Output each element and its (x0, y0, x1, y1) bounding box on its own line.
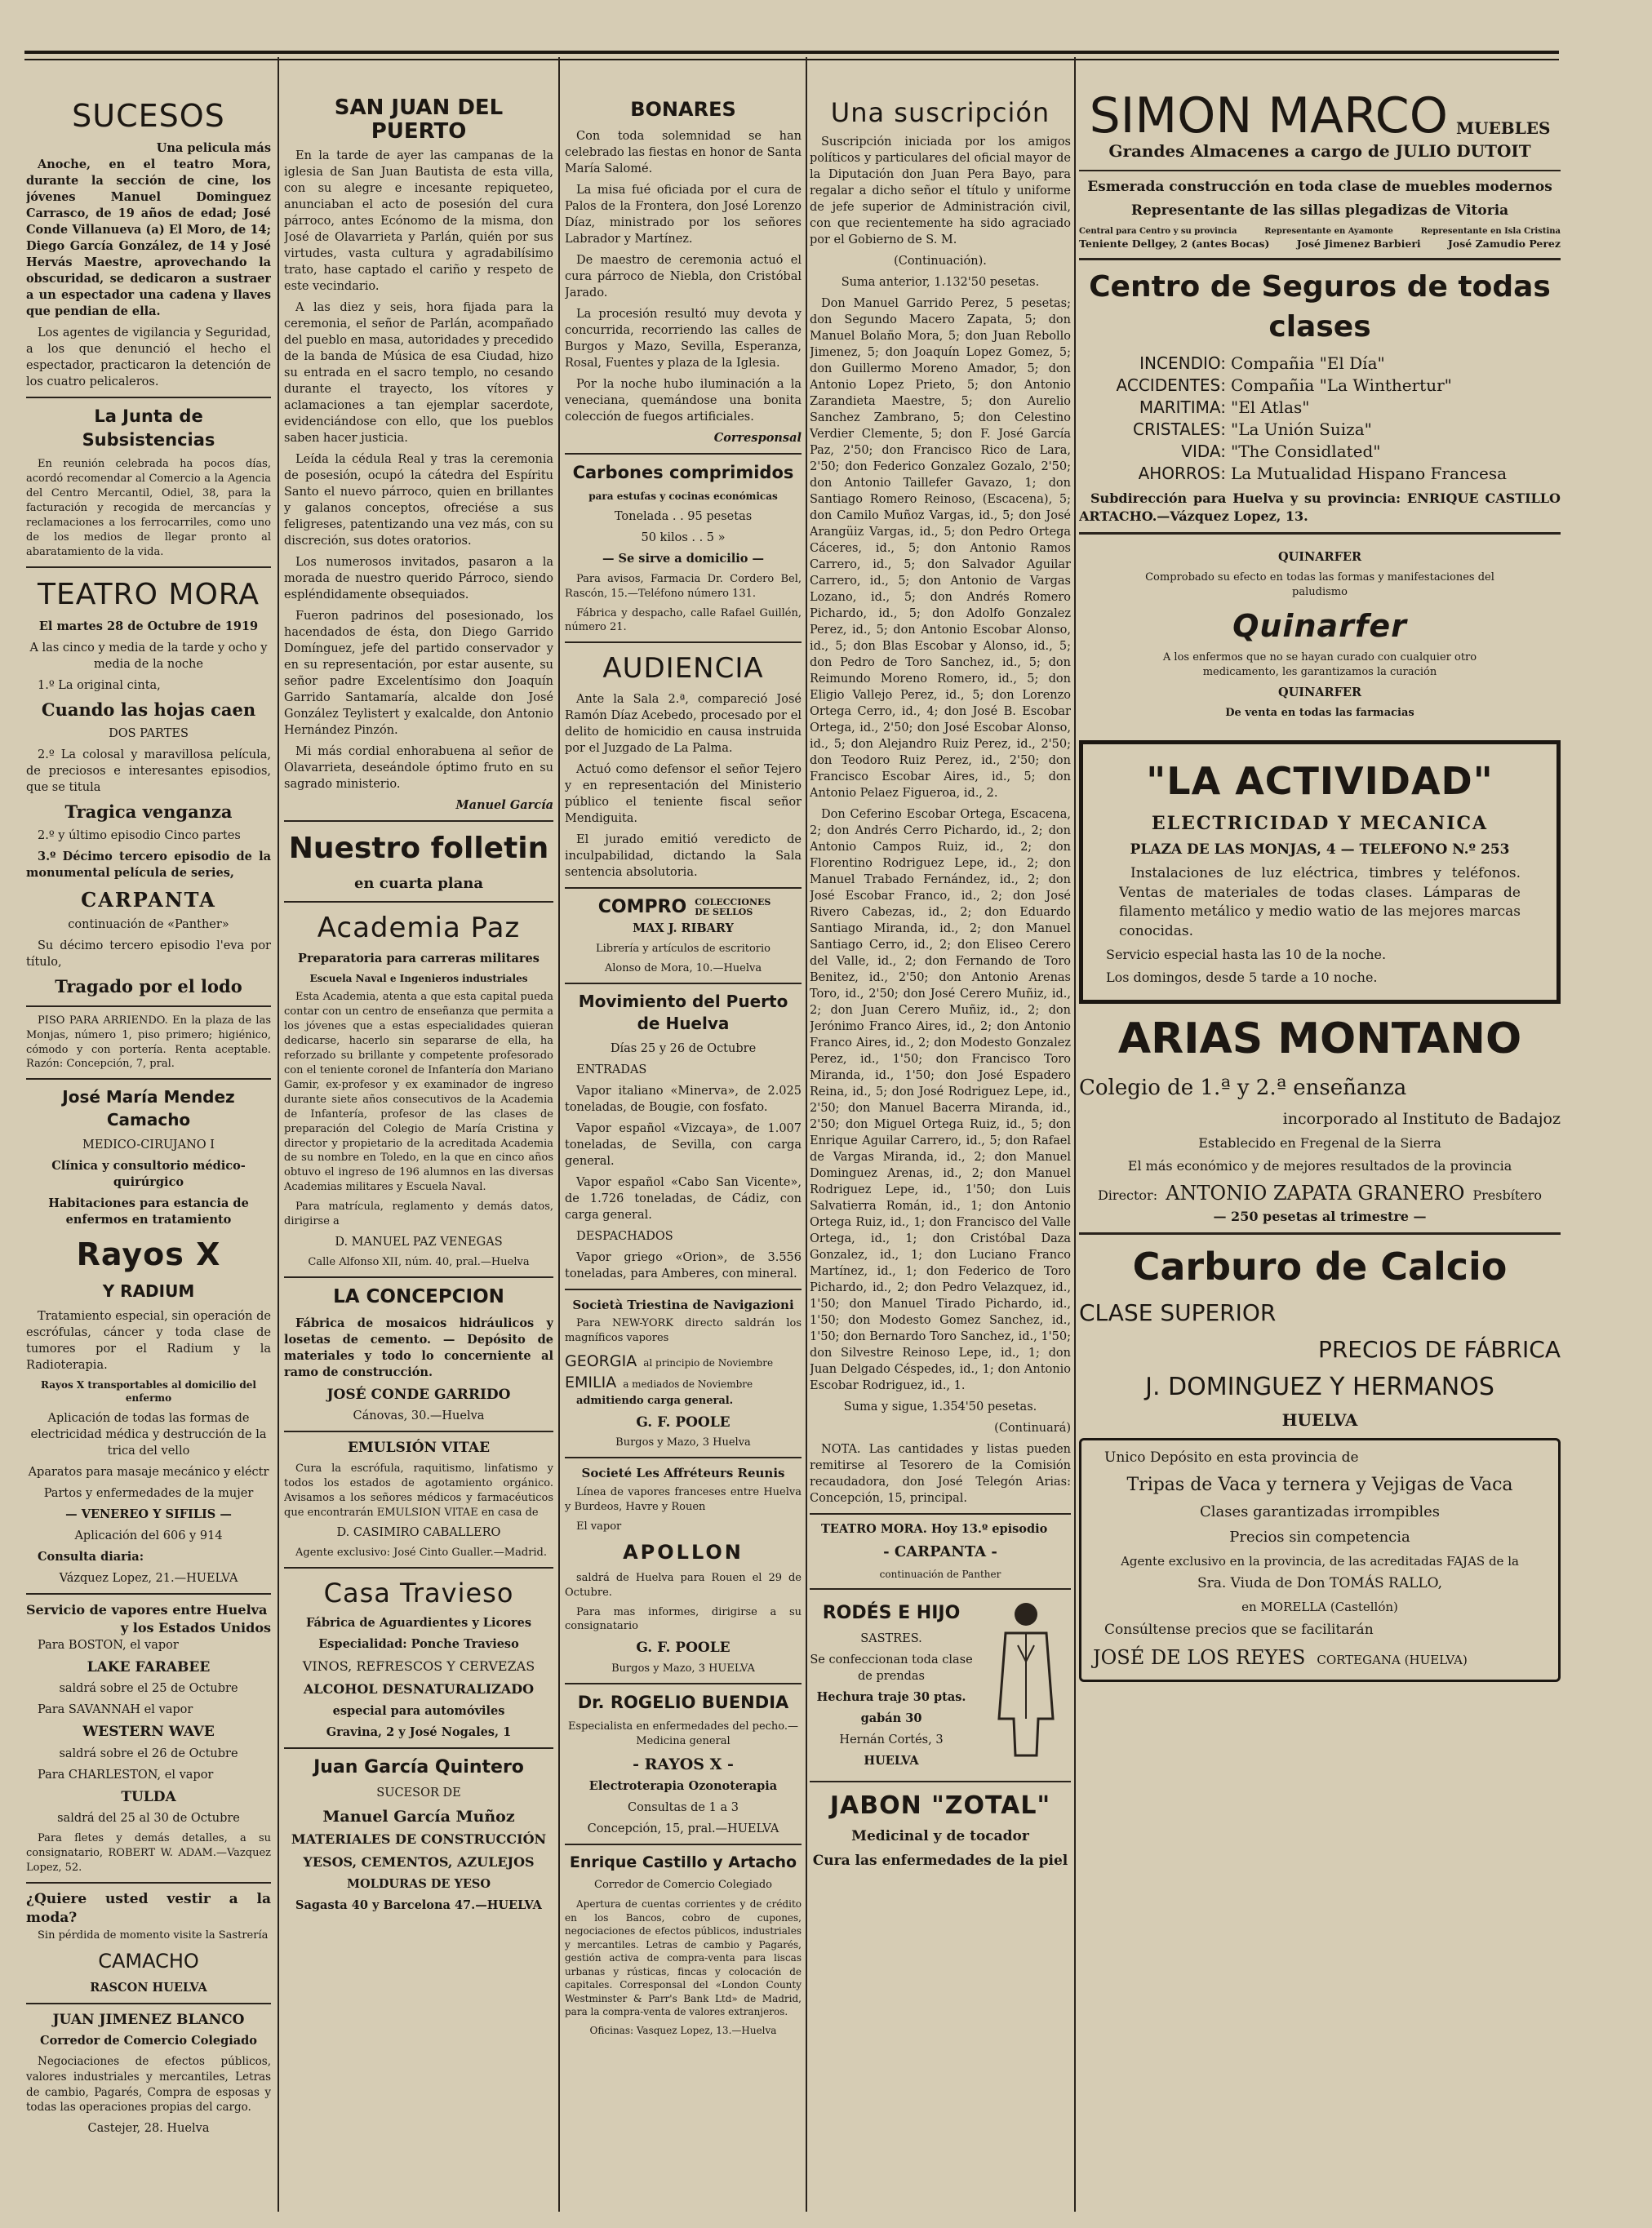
arias-dir-2: Presbítero (1472, 1187, 1543, 1204)
teatro-item-2: 2.º La colosal y maravillosa película, de preciosos e interesantes episodios, que se titula (26, 748, 271, 794)
seguros-row-company: La Mutualidad Hispano Francesa (1231, 463, 1508, 483)
puerto-date: Días 25 y 26 de Octubre (610, 1041, 757, 1055)
mendez-l6: Aparatos para masaje mecánico y eléctr (28, 1465, 269, 1479)
teatro-film-1: Cuando las hojas caen (41, 699, 256, 720)
suit-figure-icon (981, 1596, 1071, 1760)
triestina-ship-2-row (565, 1372, 802, 1393)
sanjuan-p5: Fueron padrinos del posesionado, los hacendados de ésta, don Diego Garrido Domínguez, jefe del partido conservador y en su representación, por estar ausente, su señor padre Excelentísimo don Joaquín Garrido Santamaría, alcalde don José González Teylistert y exalcalde, don Antonio Hernández Pinzón. (284, 610, 553, 738)
carburo-l1: CLASE SUPERIOR (1079, 1299, 1277, 1327)
seguros-row-company: Compañia "La Winthertur" (1231, 375, 1452, 395)
column-4 (810, 91, 1071, 2213)
actividad-body: Instalaciones de luz eléctrica, timbres y teléfonos. Ventas de materiales de todas clases. Lámparas de filamento metálico y medio watio de las mejores marcas conocidas. (1119, 865, 1521, 939)
simon-a2: Representante en Ayamonte (1264, 226, 1393, 236)
simon-a1: Central para Centro y su provincia (1079, 226, 1237, 236)
affreteurs-ship: APOLLON (623, 1540, 744, 1564)
zotal-title: JABON "ZOTAL" (829, 1791, 1051, 1820)
teatro-item-3: 3.º Décimo tercero episodio de la monumental película de series, (26, 849, 271, 880)
column-divider (558, 57, 560, 2212)
travieso-l1: Fábrica de Aguardientes y Licores (305, 1615, 532, 1630)
simon-a3: Representante en Isla Cristina (1420, 226, 1561, 236)
teatro-item-1: 1.º La original cinta, (38, 678, 161, 692)
bonares-p1: Con toda solemnidad se han celebrado las fiestas en honor de Santa María Salomé. (565, 130, 802, 176)
vapores-d1: saldrá sobre el 25 de Octubre (59, 1682, 238, 1696)
sanjuan-p2: A las diez y seis, hora fijada para la ceremonia, el señor de Parlán, acompañado del pueblo en masa, autoridades y precedido de la banda de Música de esa Ciudad, hizo su entrada en el sacro templo, no cesando durante el trayecto, los vítores y aclamaciones a tan ejemplar sacerdote, evidenciándose con ello, que los pueblos saben hacer justicia. (284, 301, 553, 446)
junta-title: La Junta de Subsistencias (82, 406, 215, 450)
vapores-d3: saldrá del 25 al 30 de Octubre (57, 1812, 240, 1826)
triestina-ship-1-date: al principio de Noviembre (643, 1357, 774, 1369)
simon-agents-names (1079, 237, 1561, 251)
rodes-title: RODÉS E HIJO (822, 1602, 961, 1623)
tailor-figure (981, 1596, 1071, 1774)
seguros-list (1079, 353, 1561, 485)
top-rule-thin (24, 59, 1559, 60)
emulsion-name: D. CASIMIRO CABALLERO (336, 1526, 501, 1540)
quintero-addr: Sagasta 40 y Barcelona 47.—HUELVA (295, 1898, 542, 1913)
quinarfer-l2: A los enfermos que no se hayan curado con cualquier otro medicamento, les garantizamos la curación (1162, 651, 1477, 679)
tripas-ad (1079, 1438, 1561, 1682)
quintero-l1: MATERIALES DE CONSTRUCCIÓN (291, 1831, 547, 1848)
seguros-row-type: VIDA: (1181, 441, 1226, 461)
puerto-entradas: ENTRADAS (576, 1063, 647, 1076)
carbones-l1: Tonelada . . 95 pesetas (614, 509, 753, 523)
actividad-sub: ELECTRICIDAD Y MECANICA (1151, 812, 1489, 834)
blanco-name: JUAN JIMENEZ BLANCO (52, 2011, 245, 2028)
vapores-info: Para fletes y demás detalles, a su consignatario, ROBERT W. ADAM.—Vazquez Lopez, 52. (26, 1832, 271, 1875)
actividad-l1: Servicio especial hasta las 10 de la noche. (1106, 947, 1387, 963)
teatro-film-4: Tragado por el lodo (55, 975, 242, 996)
buendia-l2: - RAYOS X - (633, 1755, 734, 1773)
vapores-b2: Para SAVANNAH el vapor (38, 1703, 193, 1717)
mendez-name: José María Mendez Camacho (62, 1087, 235, 1130)
triestina-addr: Burgos y Mazo, 3 Huelva (615, 1436, 751, 1449)
sanjuan-p4: Los numerosos invitados, pasaron a la morada de nuestro querido Párroco, siendo espléndidamente obsequiados. (284, 556, 553, 602)
mendez-radium: Y RADIUM (102, 1281, 195, 1301)
column-1 (26, 91, 271, 2213)
audiencia-p1: Ante la Sala 2.ª, compareció José Ramón Díaz Acebedo, procesado por el delito de homicidio en causa instruida por el Juzgado de La Palma. (565, 693, 802, 756)
puerto-despachados: DESPACHADOS (576, 1229, 673, 1243)
affreteurs-sub-2: El vapor (576, 1520, 622, 1533)
castillo-body: Apertura de cuentas corrientes y de crédito en los Bancos, cobro de cupones, negociaciones de efectos públicos, industriales y mercantiles. Letras de cambio y Pagarés, gestión activa de compra-venta para liscas urbanas y rústicas, fincas y colocación de capitales. Corresponsal del «London County Westminster & Parr's Bank Ltd» de Madrid, para la compra-venta de valores extranjeros. (565, 1898, 802, 2018)
tripas-l10: CORTEGANA (HUELVA) (1317, 1653, 1468, 1668)
zotal-l1: Medicinal y de tocador (851, 1828, 1029, 1845)
academia-body-2: Para matrícula, reglamento y demás datos, dirigirse a (284, 1201, 553, 1228)
teatro-item-3b: Su décimo tercero episodio l'eva por título, (26, 939, 271, 969)
teatro-time: A las cinco y media de la tarde y ocho y media de la noche (29, 641, 268, 671)
bonares-sign: Corresponsal (713, 431, 802, 446)
carburo-l3: J. DOMINGUEZ Y HERMANOS (1145, 1373, 1494, 1402)
mendez-l4: Rayos X transportables al domicilio del enfermo (40, 1378, 256, 1405)
teatro-note-l1: TEATRO MORA. Hoy 13.º episodio (821, 1522, 1048, 1537)
carburo-l2: PRECIOS DE FÁBRICA (1317, 1335, 1561, 1363)
tripas-l5: Agente exclusivo en la provincia, de las acreditadas FAJAS de la (1121, 1553, 1519, 1569)
seguros-row-type: AHORROS: (1138, 463, 1226, 483)
simon-muebles: MUEBLES (1455, 118, 1551, 139)
tripas-l3: Clases garantizadas irrompibles (1199, 1503, 1441, 1521)
suscripcion-cont: (Continuación). (894, 255, 987, 269)
academia-name: D. MANUEL PAZ VENEGAS (335, 1236, 503, 1249)
emulsion-agent: Agente exclusivo: José Cinto Gualler.—Madrid. (295, 1547, 548, 1560)
puerto-title: Movimiento del Puerto de Huelva (578, 991, 788, 1034)
concepcion-title: LA CONCEPCION (333, 1286, 504, 1308)
audiencia-p2: Actuó como defensor el señor Tejero y en representación del Ministerio público el teniente fiscal señor Mendiguita. (565, 763, 802, 826)
folletin-sub: en cuarta plana (353, 874, 484, 892)
quintero-name: Manuel García Muñoz (322, 1808, 515, 1826)
affreteurs-l2: Para mas informes, dirigirse a su consignatario (565, 1605, 802, 1633)
buendia-l3: Electroterapia Ozonoterapia (588, 1778, 778, 1793)
affreteurs-title: Societé Les Affréteurs Reunis (581, 1466, 785, 1481)
bonares-title: BONARES (630, 98, 736, 121)
puerto-e3: Vapor español «Cabo San Vicente», de 1.726 toneladas, de Cádiz, con carga general. (565, 1175, 802, 1222)
audiencia-p3: El jurado emitió veredicto de inculpabilidad, dictando la Sala sentencia absolutoria. (565, 833, 802, 880)
quinarfer-top: QUINARFER (1277, 550, 1361, 565)
quintero-sub: SUCESOR DE (376, 1786, 461, 1800)
seguros-row-company: Compañia "El Día" (1231, 353, 1385, 373)
academia-sub-2: Escuela Naval e Ingenieros industriales (309, 972, 528, 984)
teatro-date: El martes 28 de Octubre de 1919 (38, 619, 259, 633)
column-3 (565, 91, 802, 2213)
actividad-ad (1079, 740, 1561, 1004)
tripas-l8: Consúltense precios que se facilitarán (1104, 1621, 1374, 1638)
tripas-l1: Unico Depósito en esta provincia de (1104, 1449, 1359, 1467)
affreteurs-sub: Línea de vapores franceses entre Huelva y Burdeos, Havre y Rouen (565, 1485, 802, 1513)
column-divider (806, 57, 807, 2212)
affreteurs-l1: saldrá de Huelva para Rouen el 29 de Octubre. (565, 1571, 802, 1599)
rodes-l5: HUELVA (864, 1753, 919, 1768)
triestina-ship-1-row (565, 1351, 802, 1372)
vapores-ship-2: WESTERN WAVE (82, 1724, 215, 1741)
concepcion-addr: Cánovas, 30.—Huelva (353, 1409, 485, 1423)
tripas-l7: en MORELLA (Castellón) (1241, 1599, 1398, 1614)
carbones-l3: — Se sirve a domicilio — (602, 551, 764, 566)
rodes-ad (810, 1596, 1071, 1774)
vapores-b3: Para CHARLESTON, el vapor (38, 1768, 214, 1782)
arias-director: ANTONIO ZAPATA GRANERO (1166, 1182, 1465, 1205)
suscripcion-suma-2: Suma y sigue, 1.354'50 pesetas. (843, 1400, 1037, 1414)
actividad-l2: Los domingos, desde 5 tarde a 10 noche. (1106, 970, 1378, 986)
camacho-question: ¿Quiere usted vestir a la moda? (26, 1891, 271, 1927)
rodes-l4: Hernán Cortés, 3 (839, 1733, 944, 1746)
camacho-name: CAMACHO (98, 1949, 199, 1973)
academia-title: Academia Paz (317, 911, 521, 944)
piso-ad: PISO PARA ARRIENDO. En la plaza de las Monjas, número 1, piso primero; higiénico, cómodo y con portería. Renta aceptable. Razón: Concepción, 7, pral. (26, 1014, 271, 1071)
junta-body: En reunión celebrada ha pocos días, acordó recomendar al Comercio a la Agencia del Centro Mercantil, Odiel, 38, para la facturación y recogida de mercancías y reclamaciones a los ferrocarriles, como uno de los medios de llegar pronto al abaratamiento de la vida. (26, 458, 271, 558)
carbones-sub: para estufas y cocinas económicas (588, 490, 778, 503)
triestina-title: Società Triestina de Navigazioni (572, 1297, 794, 1312)
simon-header (1079, 91, 1561, 144)
tripas-l2: Tripas de Vaca y ternera y Vejigas de Vaca (1126, 1474, 1513, 1495)
concepcion-name: JOSÉ CONDE GARRIDO (326, 1386, 511, 1403)
compro-l1: Librería y artículos de escritorio (596, 942, 770, 955)
camacho-addr: RASCON HUELVA (90, 1980, 207, 1995)
bonares-p2: La misa fué oficiada por el cura de Palos de la Frontera, don José Lorenzo Díaz, ministrado por los señores Labrador y Martínez. (565, 184, 802, 246)
arias-l2: Establecido en Fregenal de la Sierra (1198, 1135, 1441, 1152)
carburo-title: Carburo de Calcio (1132, 1244, 1508, 1289)
puerto-e1: Vapor italiano «Minerva», de 2.025 toneladas, de Bougie, con fosfato. (565, 1084, 802, 1114)
sucesos-title: SUCESOS (72, 98, 225, 134)
seguros-row (1079, 463, 1561, 485)
castillo-sub: Corredor de Comercio Colegiado (594, 1879, 772, 1892)
mendez-role: MEDICO-CIRUJANO I (82, 1138, 215, 1152)
arias-sub: Colegio de 1.ª y 2.ª enseñanza (1079, 1076, 1407, 1101)
mendez-rayos: Rayos X (76, 1236, 221, 1272)
seguros-foot: Subdirección para Huelva y su provincia: ENRIQUE CASTILLO ARTACHO.—Vázquez Lopez, 13. (1079, 490, 1561, 524)
teatro-film-2: Tragica venganza (64, 801, 233, 822)
carbones-l2: 50 kilos . . 5 » (641, 530, 726, 544)
buendia-title: Dr. ROGELIO BUENDIA (577, 1692, 789, 1712)
arias-l3: El más económico y de mejores resultados de la provincia (1127, 1158, 1512, 1174)
seguros-row (1079, 375, 1561, 397)
sanjuan-p6: Mi más cordial enhorabuena al señor de Olavarrieta, deseándole óptimo fruto en su sagrado ministerio. (284, 745, 553, 792)
seguros-row (1079, 441, 1561, 463)
mendez-l1: Clínica y consultorio médico-quirúrgico (51, 1158, 246, 1189)
mendez-l2: Habitaciones para estancia de enfermos en tratamiento (48, 1196, 249, 1227)
academia-addr: Calle Alfonso XII, núm. 40, pral.—Huelva (308, 1256, 530, 1269)
camacho-sub: Sin pérdida de momento visite la Sastrería (38, 1928, 269, 1942)
suscripcion-title: Una suscripción (830, 97, 1050, 128)
suscripcion-p1: Suscripción iniciada por los amigos políticos y particulares del oficial mayor de la Diputación don Juan Pera Bayo, para regalar a dicho señor el título y uniforme de jefe superior de Administración civil, con que recientemente ha sido agraciado por el Gobierno de S. M. (810, 135, 1071, 247)
vapores-d2: saldrá sobre el 26 de Octubre (59, 1746, 238, 1760)
simon-b1: Teniente Dellgey, 2 (antes Bocas) (1079, 237, 1270, 251)
academia-body: Esta Academia, atenta a que esta capital pueda contar con un centro de enseñanza que permita a los jóvenes que a estas especialidades quieran dedicarse, hacerlo sin separarse de ella, ha reforzado su brillante y competente profesorado con el teniente coronel de Infantería don Mariano Gamir, ex-profesor y ex examinador de ingreso durante siete años consecutivos de la Academia de Infantería, profesor de las clases de preparación del Colegio de María Cristina y director y propietario de la acreditada Academia de su nombre en Toledo, en la que en cinco años obtuvo el ingreso de 196 alumnos en las diversas Academias militares y Escuela Naval. (284, 991, 553, 1194)
triestina-l1: admitiendo carga general. (576, 1394, 734, 1407)
tripas-l4: Precios sin competencia (1229, 1528, 1410, 1546)
concepcion-body: Fábrica de mosaicos hidráulicos y losetas de cemento. — Depósito de materiales y todo lo concerniente al ramo de construcción. (284, 1316, 553, 1379)
mendez-l10: Consulta diaria: (38, 1549, 144, 1564)
sanjuan-sign: Manuel García (455, 798, 553, 813)
seguros-row-type: ACCIDENTES: (1116, 375, 1226, 395)
travieso-l4: ALCOHOL DESNATURALIZADO (303, 1680, 535, 1697)
travieso-l3: VINOS, REFRESCOS Y CERVEZAS (302, 1658, 535, 1674)
quinarfer-l4: De venta en todas las farmacias (1225, 707, 1414, 720)
triestina-ship-2: EMILIA (565, 1374, 617, 1392)
teatro-title: TEATRO MORA (38, 577, 260, 611)
teatro-item-2b: 2.º y último episodio Cinco partes (38, 828, 241, 842)
compro-colecciones: COLECCIONES DE SELLOS (695, 897, 771, 918)
mendez-l9: Aplicación del 606 y 914 (74, 1529, 223, 1542)
buendia-l1: Especialista en enfermedades del pecho.—Medicina general (567, 1720, 799, 1747)
vapores-ship-3: TULDA (121, 1788, 176, 1805)
seguros-row (1079, 419, 1561, 441)
arias-l4: — 250 pesetas al trimestre — (1213, 1208, 1427, 1224)
mendez-l5: Aplicación de todas las formas de electricidad médica y destrucción de la trica del vello (30, 1411, 267, 1458)
vapores-title: Servicio de vapores entre Huelva (26, 1601, 268, 1618)
mendez-l11: Vázquez Lopez, 21.—HUELVA (59, 1571, 238, 1585)
quintero-l2: YESOS, CEMENTOS, AZULEJOS (303, 1854, 535, 1871)
seguros-row-company: "El Atlas" (1231, 397, 1310, 417)
quinarfer-name: Quinarfer (1232, 607, 1407, 644)
simon-b3: José Zamudio Perez (1448, 237, 1561, 251)
rodes-sub: SASTRES. (860, 1631, 922, 1645)
compro-l2: Alonso de Mora, 10.—Huelva (604, 961, 762, 974)
travieso-l2: Especialidad: Ponche Travieso (318, 1636, 519, 1651)
puerto-d1: Vapor griego «Orion», de 3.556 toneladas, para Amberes, con mineral. (565, 1250, 802, 1280)
rodes-l3: gabán 30 (860, 1711, 922, 1725)
travieso-l5: especial para automóviles (332, 1703, 505, 1718)
suscripcion-nota: NOTA. Las cantidades y listas pueden remitirse al Tesorero de la Comisión recaudadora, don José Telegón Arias: Concepción, 15, principal. (810, 1443, 1071, 1506)
travieso-addr: Gravina, 2 y José Nogales, 1 (326, 1724, 512, 1739)
emulsion-body: Cura la escrófula, raquitismo, linfatismo y todos los estados de agotamiento orgánico. Avisamos a los señores médicos y farmacéuticos que encontrarán EMULSION VITAE en casa de (284, 1462, 553, 1519)
tripas-l6: Sra. Viuda de Don TOMÁS RALLO, (1197, 1575, 1443, 1592)
mendez-l7: Partos y enfermedades de la mujer (43, 1486, 254, 1500)
seguros-row (1079, 397, 1561, 419)
rodes-l1: Se confeccionan toda clase de prendas (810, 1653, 973, 1683)
sucesos-body: Anoche, en el teatro Mora, durante la sección de cine, los jóvenes Manuel Dominguez Carrasco, de 19 años de edad; José Conde Villanueva (a) El Moro, de 14; Diego García González, de 14 y José Hervás Maestre, aprovechando la obscuridad, se dedicaron a sustraer a un espectador una cadena y llaves que pendian de ella. (26, 158, 271, 319)
sucesos-body-2: Los agentes de vigilancia y Seguridad, a los que denunció el hecho el espectador, practicaron la detención de los cuatro pelicaleros. (26, 326, 271, 389)
buendia-l5: Concepción, 15, pral.—HUELVA (587, 1822, 779, 1835)
triestina-ship-1: GEORGIA (565, 1352, 637, 1371)
compro-title: COMPRO (597, 897, 687, 918)
travieso-title: Casa Travieso (323, 1578, 514, 1609)
triestina-ship-2-date: a mediados de Noviembre (623, 1378, 753, 1391)
emulsion-title: EMULSIÓN VITAE (347, 1440, 491, 1457)
arias-dir-label: Director: (1097, 1187, 1158, 1204)
carbones-l4: Para avisos, Farmacia Dr. Cordero Bel, Rascón, 15.—Teléfono número 131. (565, 572, 802, 600)
arias-l1: incorporado al Instituto de Badajoz (1282, 1110, 1561, 1129)
simon-title: SIMON MARCO (1089, 91, 1448, 144)
bonares-p4: La procesión resultó muy devota y concurrida, recorriendo las calles de Burgos y Mazo, Sevilla, Esperanza, Rosal, Fuentes y plaza de la Iglesia. (565, 308, 802, 371)
seguros-title: Centro de Seguros de todas clases (1089, 269, 1551, 344)
teatro-note-l3: continuación de Panther (879, 1568, 1001, 1580)
suscripcion-p3: Don Ceferino Escobar Ortega, Escacena, 2; don Andrés Cerro Pichardo, id., 2; don Antonio Campos Ruiz, id., 2; don Florentino Rodriguez Lepe, id., 2; don Manuel Trabado Fernández, id., 2; don José Escobar Franco, id., 2; don José Rivero Cabezas, id., 2; don Eduardo Santiago Miranda, id., 2; don Manuel Santiago Cerro, id., 2; don Eliseo Cerero del Valle, id., 2; don Fernando de Toro Benitez, id., 2'50; don Antonio Arenas Toro, id., 2'50; don José Cerero Muñiz, id., 2; don Juan Cerero Muñiz, id., 2; don Jerónimo Franco Aires, id., 2; don Antonio Franco Aires, id., 2; don Modesto Gonzalez Perez, id., 1'50; don Francisco Toro Miranda, id., 1'50; don José Espadero Reina, id., 5; don José Rodriguez Lepe, id., 2'50; don Manuel Bacerra Miranda, id., 2'50; don Miguel Ortega Ruiz, id., 5; don Enrique Aguilar Carrero, id., 5; don Rafael de Vargas Miranda, id., 2; don Manuel Dominguez Arenas, id., 2; don Manuel Rodriguez Lepe, id., 1'50; don Luis Salvatierra Román, id., 1; don Antonio Ortega Ruiz, id., 1; don Francisco del Valle Ortega, id., 1; don Cristóbal Daza Gonzalez, id., 1; don Luciano Franco Martínez, id., 1; don Federico de Toro Pichardo, id., 2; don Pedro Velazquez, id., 1'50; don Manuel Tirado Pichardo, id., 1'50; don Modesto Gomez Sanchez, id., 1'50; don Bernardo Toro Sanchez, id., 1'50; don Silvestre Reinoso Lepe, id., 1; don Juan Delgado Céspedes, id., 1; don Antonio Escobar Rodriguez, id., 1. (810, 808, 1071, 1393)
suscripcion-cont-2: (Continuará) (994, 1422, 1071, 1436)
affreteurs-addr: Burgos y Mazo, 3 HUELVA (611, 1662, 755, 1675)
simon-l1: Esmerada construcción en toda clase de muebles modernos (1087, 178, 1552, 195)
triestina-sub: Para NEW-YORK directo saldrán los magníficos vapores (565, 1317, 802, 1345)
tripas-signature-row (1093, 1644, 1547, 1671)
teatro-film-3: CARPANTA (81, 887, 216, 912)
carbones-l5: Fábrica y despacho, calle Rafael Guillén, número 21. (565, 606, 802, 634)
actividad-addr: PLAZA DE LAS MONJAS, 4 — TELEFONO N.º 253 (1130, 841, 1510, 858)
vapores-b1: Para BOSTON, el vapor (38, 1638, 179, 1652)
column-divider (1074, 57, 1076, 2212)
castillo-addr: Oficinas: Vasquez Lopez, 13.—Huelva (589, 2024, 777, 2036)
quinarfer-l1: Comprobado su efecto en todas las formas y manifestaciones del paludismo (1145, 571, 1494, 598)
top-rule (24, 51, 1559, 54)
triestina-agent: G. F. POOLE (636, 1414, 731, 1431)
teatro-film-1-sub: DOS PARTES (109, 726, 189, 740)
column-2 (284, 91, 553, 2213)
bonares-p5: Por la noche hubo iluminación a la veneciana, quemándose una bonita colección de fuegos artificiales. (565, 378, 802, 424)
buendia-l4: Consultas de 1 a 3 (628, 1800, 739, 1814)
blanco-body: Negociaciones de efectos públicos, valores industriales y mercantiles, Letras de cambio, Pagarés, Compra de esposas y todas las operaciones propias del cargo. (26, 2055, 271, 2115)
vapores-title-2: y los Estados Unidos (120, 1619, 271, 1635)
seguros-row-type: INCENDIO: (1139, 353, 1226, 373)
suscripcion-p2: Don Manuel Garrido Perez, 5 pesetas; don Segundo Macero Zapata, 5; don Manuel Bolaño Mora, 5; don Juan Rebollo Jimenez, 5; don Joaquín Lopez Gomez, 5; don Guillermo Moreno Amador, 5; don Antonio Lopez Prieto, 5; don Antonio Zarandieta Maestre, 5; don Aurelio Sanchez Zambrano, 5; don Celestino Verdier Clemente, 5; don F. José García Paz, 2'50; don Francisco Rico de Lara, 2'50; don Federico Gonzalez Gozalo, 2'50; don Antonio Taillefer Gavazo, 1; don Santiago Romero Reinoso, (Escacena), 5; don Camilo Muñoz Vargas, id., 5; don José Arangüiz Vargas, id., 5; don Pedro Ortega Cáceres, id., 5; don Antonio Ramos Carrero, id., 5; don Salvador Aguilar Carrero, id., 5; don Antonio de Vargas Lozano, id., 5; don Andrés Romero Pichardo, id., 5; don Adolfo Gonzalez Perez, id., 5; don Antonio Escobar Alonso, id., 5; don Blas Escobar y Alonso, id., 5; don Pedro de Toro Sanchez, id., 5; don Reimundo Moreno Romero, id., 5; don Eligio Vallejo Perez, id., 5; don Lorenzo Ortega Cerro, id., 4; don José B. Escobar Ortega, id., 2'50; don José Escobar Alonso, id., 5; don Alejandro Ruiz Perez, id., 2'50; don Teodoro Ruiz Perez, id., 2'50; don Francisco Escobar Aires, id., 5; don Antonio Pelaez Figueroa, id., 2. (810, 297, 1071, 801)
quintero-title: Juan García Quintero (313, 1756, 524, 1778)
seguros-row (1079, 353, 1561, 375)
sanjuan-p3: Leída la cédula Real y tras la ceremonia de posesión, ocupó la cátedra del Espíritu Santo el nuevo párroco, quien en brillantes y galanos conceptos, ofreciése a sus feligreses, patentizando una vez más, con su discreción, sus dotes oratorios. (284, 453, 553, 548)
quinarfer-l3: QUINARFER (1277, 686, 1361, 700)
arias-director-row (1079, 1180, 1561, 1207)
puerto-e2: Vapor español «Vizcaya», de 1.007 toneladas, de Sevilla, con carga general. (565, 1121, 802, 1168)
carbones-title: Carbones comprimidos (572, 463, 794, 483)
zotal-l2: Cura las enfermedades de la piel (812, 1852, 1068, 1869)
seguros-row-type: MARITIMA: (1139, 397, 1226, 417)
teatro-note-l2: - CARPANTA - (883, 1543, 997, 1561)
simon-b2: José Jimenez Barbieri (1296, 237, 1421, 251)
compro-header (565, 895, 802, 920)
bonares-p3: De maestro de ceremonia actuó el cura párroco de Niebla, don Cristóbal Jarado. (565, 254, 802, 300)
sanjuan-p1: En la tarde de ayer las campanas de la iglesia de San Juan Bautista de esta villa, con su alegre e incesante repiqueteo, anunciaban el acto de posesión del cura párroco, antes Ecónomo de la misma, don José de Olavarrieta y Parlán, quién por sus virtudes, vasta cultura y agradabilísimo trato, hase captado el cariño y respeto de este vecindario. (284, 149, 553, 294)
blanco-role: Corredor de Comercio Colegiado (40, 2034, 257, 2048)
seguros-row-company: "The Considlated" (1231, 441, 1381, 461)
teatro-film-3-sub: continuación de «Panther» (68, 917, 229, 931)
simon-sub: Grandes Almacenes a cargo de JULIO DUTOIT (1108, 141, 1531, 161)
academia-sub: Preparatoria para carreras militares (298, 951, 540, 965)
tripas-l9: JOSÉ DE LOS REYES (1093, 1646, 1306, 1670)
sanjuan-title: SAN JUAN DEL PUERTO (334, 95, 504, 144)
compro-name: MAX J. RIBARY (633, 921, 734, 935)
affreteurs-agent: G. F. POOLE (636, 1640, 731, 1657)
column-5 (1079, 91, 1561, 2213)
audiencia-title: AUDIENCIA (602, 652, 764, 686)
seguros-row-company: "La Unión Suiza" (1231, 419, 1372, 439)
carburo-l4: HUELVA (1281, 1409, 1358, 1430)
vapores-ship-1: LAKE FARABEE (87, 1658, 211, 1675)
actividad-title: "LA ACTIVIDAD" (1146, 759, 1494, 804)
seguros-row-type: CRISTALES: (1132, 419, 1226, 439)
suscripcion-suma: Suma anterior, 1.132'50 pesetas. (841, 276, 1040, 290)
quinarfer-ad (1079, 541, 1561, 734)
blanco-addr: Castejer, 28. Huelva (87, 2121, 210, 2135)
mendez-l8: — VENEREO Y SIFILIS — (65, 1507, 232, 1521)
folletin-title: Nuestro folletin (288, 832, 549, 866)
mendez-l3: Tratamiento especial, sin operación de escrófulas, cáncer y toda clase de tumores por el Radium y la Radioterapia. (26, 1309, 271, 1372)
rodes-l2: Hechura traje 30 ptas. (816, 1689, 966, 1704)
simon-l2: Representante de las sillas plegadizas de Vitoria (1130, 202, 1509, 220)
column-divider (278, 57, 279, 2212)
castillo-title: Enrique Castillo y Artacho (569, 1853, 797, 1871)
arias-title: ARIAS MONTANO (1117, 1014, 1522, 1064)
simon-agents-labels (1079, 226, 1561, 237)
quintero-l3: MOLDURAS DE YESO (346, 1877, 491, 1892)
sucesos-subhead: Una pelicula más (156, 141, 271, 156)
